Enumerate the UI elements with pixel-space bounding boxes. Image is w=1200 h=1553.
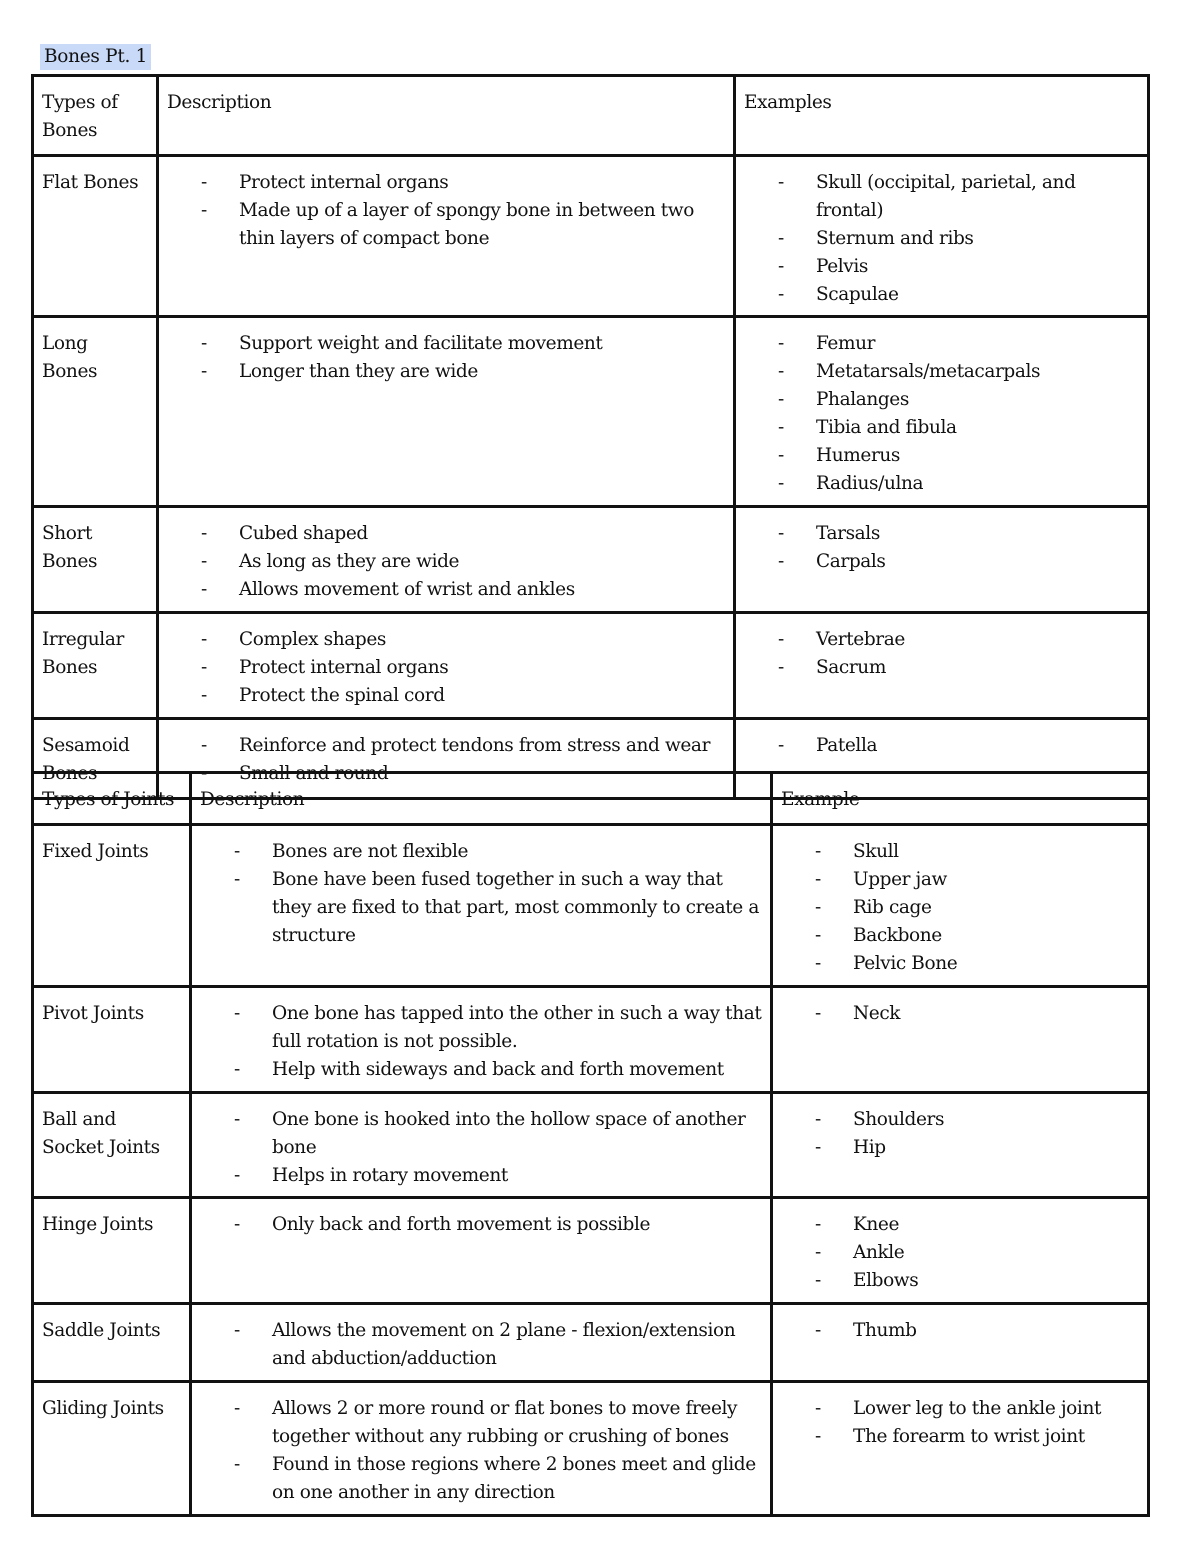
examples-cell [772,825,1149,987]
list-item: - Femur [744,330,1139,358]
description-cell [158,317,735,507]
table-row [33,1093,1149,1198]
list-item: - Sternum and ribs [744,225,1139,253]
list-item: - The forearm to wrist joint [781,1423,1139,1451]
list-item: - Pelvis [744,253,1139,281]
table-row [33,1198,1149,1304]
bone-type-cell: Short Bones [33,507,158,613]
examples-cell [772,1198,1149,1304]
examples-cell [772,1304,1149,1382]
list-item: - Phalanges [744,386,1139,414]
header-cell: Example [772,773,1149,825]
list-item: - Allows 2 or more round or flat bones to move freely together without any rubbing or crushing of bones [200,1395,762,1451]
bone-type-cell: Irregular Bones [33,613,158,719]
list-item: - Rib cage [781,894,1139,922]
list-item: - Longer than they are wide [167,358,725,386]
list-item: - Hip [781,1134,1139,1162]
description-cell [158,507,735,613]
joint-type-cell: Fixed Joints [33,825,191,987]
description-cell [191,825,772,987]
description-cell [158,613,735,719]
list-item: - Complex shapes [167,626,725,654]
header-cell: Types of Bones [33,76,158,156]
list-item: - Upper jaw [781,866,1139,894]
examples-cell [735,156,1149,317]
table-row [33,1304,1149,1382]
joint-type-cell: Hinge Joints [33,1198,191,1304]
description-cell [191,1198,772,1304]
list-item: - Vertebrae [744,626,1139,654]
bone-type-cell: Flat Bones [33,156,158,317]
table-row [33,613,1149,719]
list-item: - Sacrum [744,654,1139,682]
list-item: - Skull (occipital, parietal, and frontal) [744,169,1139,225]
list-item: - Radius/ulna [744,470,1139,498]
list-item: - Protect internal organs [167,654,725,682]
table-row [33,825,1149,987]
examples-cell [772,987,1149,1093]
header-cell: Examples [735,76,1149,156]
list-item: - Cubed shaped [167,520,725,548]
list-item: - Skull [781,838,1139,866]
table-row [33,987,1149,1093]
list-item: - Pelvic Bone [781,950,1139,978]
joints-table [31,771,1150,1517]
list-item: - Neck [781,1000,1139,1028]
joint-type-cell: Pivot Joints [33,987,191,1093]
examples-cell [735,613,1149,719]
list-item: - Protect internal organs [167,169,725,197]
joint-type-cell: Saddle Joints [33,1304,191,1382]
list-item: - Humerus [744,442,1139,470]
bone-type-cell: Long Bones [33,317,158,507]
list-item: - Scapulae [744,281,1139,309]
list-item: - Metatarsals/metacarpals [744,358,1139,386]
list-item: - Reinforce and protect tendons from stress and wear [167,732,725,760]
list-item: - Tarsals [744,520,1139,548]
list-item: - Elbows [781,1267,1139,1295]
header-cell: Description [191,773,772,825]
examples-cell [772,1093,1149,1198]
list-item: - Knee [781,1211,1139,1239]
list-item: - One bone is hooked into the hollow space of another bone [200,1106,762,1162]
joint-type-cell: Ball and Socket Joints [33,1093,191,1198]
joint-type-cell: Gliding Joints [33,1382,191,1516]
list-item: - Lower leg to the ankle joint [781,1395,1139,1423]
bone-type-cell: Sesamoid Bones [33,719,158,799]
examples-cell [735,507,1149,613]
list-item: - Allows movement of wrist and ankles [167,576,725,604]
list-item: - Shoulders [781,1106,1139,1134]
table-header-row [33,773,1149,825]
description-cell [191,987,772,1093]
examples-cell [735,317,1149,507]
table-row [33,156,1149,317]
page-title: Bones Pt. 1 [40,44,151,70]
list-item: - Tibia and fibula [744,414,1139,442]
list-item: - Helps in rotary movement [200,1162,762,1190]
header-cell: Types of Joints [33,773,191,825]
table-row [33,507,1149,613]
list-item: - Found in those regions where 2 bones meet and glide on one another in any direction [200,1451,762,1507]
list-item: - Support weight and facilitate movement [167,330,725,358]
examples-cell [772,1382,1149,1516]
list-item: - One bone has tapped into the other in such a way that full rotation is not possible. [200,1000,762,1056]
table-row [33,1382,1149,1516]
list-item: - As long as they are wide [167,548,725,576]
list-item: - Allows the movement on 2 plane - flexion/extension and abduction/adduction [200,1317,762,1373]
list-item: - Protect the spinal cord [167,682,725,710]
table-row [33,317,1149,507]
header-cell: Description [158,76,735,156]
list-item: - Bones are not flexible [200,838,762,866]
table-header-row [33,76,1149,156]
list-item: - Small and round [167,760,725,788]
list-item: - Help with sideways and back and forth movement [200,1056,762,1084]
description-cell [191,1093,772,1198]
list-item: - Bone have been fused together in such a way that they are fixed to that part, most commonly to create a structure [200,866,762,950]
list-item: - Ankle [781,1239,1139,1267]
description-cell [191,1382,772,1516]
list-item: - Patella [744,732,1139,760]
list-item: - Only back and forth movement is possible [200,1211,762,1239]
list-item: - Backbone [781,922,1139,950]
description-cell [158,156,735,317]
bones-table [31,74,1150,800]
list-item: - Made up of a layer of spongy bone in between two thin layers of compact bone [167,197,725,253]
description-cell [191,1304,772,1382]
list-item: - Thumb [781,1317,1139,1345]
list-item: - Carpals [744,548,1139,576]
